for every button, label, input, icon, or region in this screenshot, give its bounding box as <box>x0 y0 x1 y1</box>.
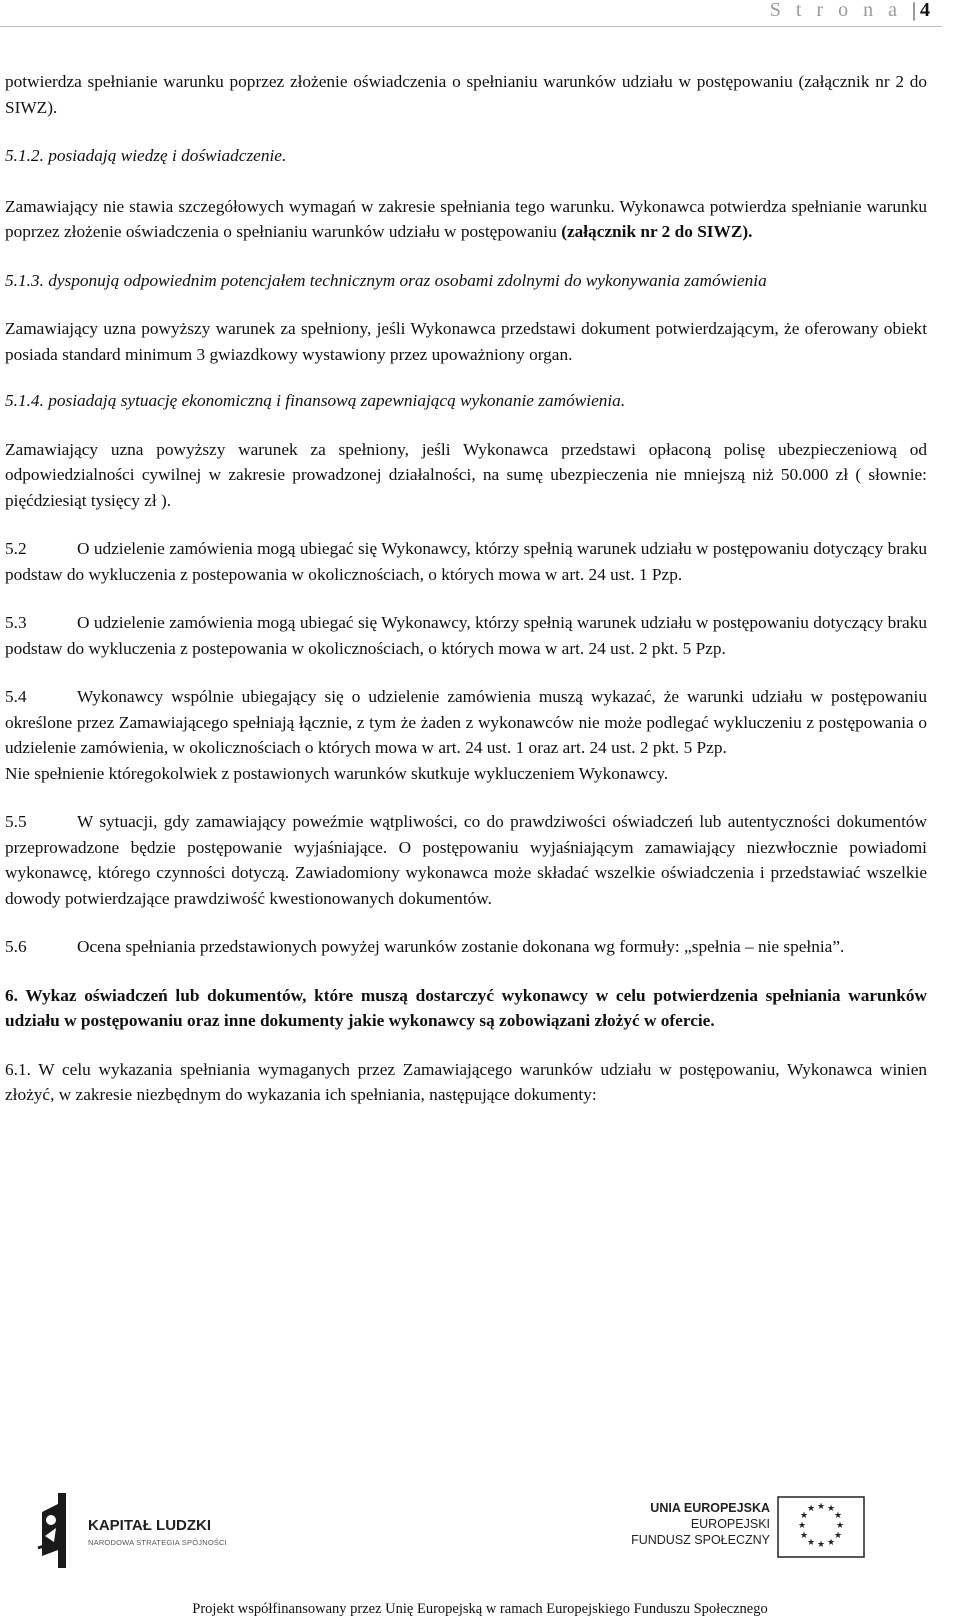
page-number: 4 <box>920 0 930 21</box>
paragraph-5-1-2 <box>5 194 927 245</box>
paragraph-5-1-3: Zamawiający uzna powyższy warunek za spełniony, jeśli Wykonawca przedstawi dokument potwierdzającym, że oferowany obiekt posiada standard minimum 3 gwiazdkowy wystawiony przez upoważniony organ. <box>5 319 927 364</box>
svg-text:★: ★ <box>816 1540 826 1550</box>
page-header <box>0 0 942 27</box>
svg-text:★: ★ <box>799 1511 809 1521</box>
eu-line-3: FUNDUSZ SPOŁECZNY <box>631 1533 770 1547</box>
section-5-5 <box>5 809 927 911</box>
kapital-ludzki-subtitle: NARODOWA STRATEGIA SPÓJNOŚCI <box>88 1538 227 1547</box>
section-text: W sytuacji, gdy zamawiający poweźmie wątpliwości, co do prawdziwości oświadczeń lub autentyczności dokumentów przeprowadzone będzie postępowanie wyjaśniające. O postępowaniu wyjaśniającym zamawiający niezwłocznie powiadomi wykonawcę, którego czynności dotyczą. Zawiadomiony wykonawca może składać wszelkie oświadczenia i przedstawiać wszelkie dowody potwierdzające prawdziwość kwestionowanych dokumentów. <box>5 812 927 908</box>
svg-text:★: ★ <box>826 1538 836 1548</box>
section-number: 5.2 <box>5 539 27 558</box>
section-6-1: 6.1. W celu wykazania spełniania wymaganych przez Zamawiającego warunków udziału w postępowaniu, Wykonawca winien złożyć, w zakresie niezbędnym do wykazania ich spełniania, następujące dokumenty: <box>5 1059 927 1104</box>
svg-text:★: ★ <box>833 1531 843 1541</box>
svg-text:★: ★ <box>833 1511 843 1521</box>
page-number-label <box>770 0 930 22</box>
eu-logo <box>631 1500 940 1585</box>
section-text: O udzielenie zamówienia mogą ubiegać się Wykonawcy, którzy spełnią warunek udziału w postępowaniu dotyczący braku podstaw do wykluczenia z postepowania w okolicznościach, o których mowa w art. 24 ust. 2 pkt. 5 Pzp. <box>5 613 927 658</box>
section-number: 5.3 <box>5 613 27 632</box>
eu-line-2: EUROPEJSKI <box>690 1517 770 1531</box>
heading-section-6: 6. Wykaz oświadczeń lub dokumentów, które muszą dostarczyć wykonawcy w celu potwierdzenia spełniania warunków udziału w postępowaniu oraz inne dokumenty jakie wykonawcy są zobowiązani złożyć w ofercie. <box>5 985 927 1030</box>
heading-5-1-4: 5.1.4. posiadają sytuację ekonomiczną i finansową zapewniającą wykonanie zamówienia. <box>5 391 626 410</box>
section-text: O udzielenie zamówienia mogą ubiegać się Wykonawcy, którzy spełnią warunek udziału w postępowaniu dotyczący braku podstaw do wykluczenia z postepowania w okolicznościach, o których mowa w art. 24 ust. 1 Pzp. <box>5 539 927 584</box>
svg-text:★: ★ <box>826 1504 836 1514</box>
section-5-3 <box>5 610 927 661</box>
page-label: S t r o n a <box>769 0 902 21</box>
section-text: Ocena spełniania przedstawionych powyżej warunków zostanie dokonana wg formuły: „spełnia – nie spełnia”. <box>77 937 845 956</box>
eu-line-1: UNIA EUROPEJSKA <box>650 1501 770 1515</box>
section-number: 5.5 <box>5 812 27 831</box>
section-text: Wykonawcy wspólnie ubiegający się o udzielenie zamówienia muszą wykazać, że warunki udziału w postępowaniu określone przez Zamawiającego spełniają łącznie, z tym że żaden z wykonawców nie może podlegać wykluczeniu z postępowania o udzielenie zamówienia, w okolicznościach o których mowa w art. 24 ust. 1 oraz art. 24 ust. 2 pkt. 5 Pzp. <box>5 687 927 757</box>
section-number: 5.6 <box>5 937 27 956</box>
annex-reference: (załącznik nr 2 do SIWZ). <box>561 222 753 241</box>
paragraph-5-1-2-text: Zamawiający nie stawia szczegółowych wymagań w zakresie spełniania tego warunku. Wykonawca potwierdza spełnianie warunku poprzez złożenie oświadczenia o spełnianiu warunków udziału w postępowaniu <box>5 196 927 241</box>
footer-logos <box>0 1490 960 1590</box>
kapital-ludzki-emblem-icon <box>36 1490 86 1570</box>
svg-text:★: ★ <box>835 1521 845 1531</box>
eu-flag-icon <box>777 1496 865 1558</box>
section-5-4 <box>5 684 927 761</box>
svg-text:★: ★ <box>806 1538 816 1548</box>
svg-text:★: ★ <box>799 1531 809 1541</box>
paragraph-5-1-1-tail: potwierdza spełnianie warunku poprzez złożenie oświadczenia o spełnianiu warunków udziału w postępowaniu (załącznik nr 2 do SIWZ). <box>5 72 927 117</box>
paragraph-5-1-4: Zamawiający uzna powyższy warunek za spełniony, jeśli Wykonawca przedstawi opłaconą polisę ubezpieczeniową od odpowiedzialności cywilnej w zakresie prowadzonej działalności, na sumę ubezpieczenia nie mniejszą niż 50.000 zł ( słownie: pięćdziesiąt tysięcy zł ). <box>5 439 927 510</box>
heading-5-1-3: 5.1.3. dysponują odpowiednim potencjałem technicznym oraz osobami zdolnymi do wykonywania zamówienia <box>5 270 767 290</box>
footer-cofinancing-note: Projekt współfinansowany przez Unię Europejską w ramach Europejskiego Funduszu Społecznego <box>192 1601 768 1617</box>
page-separator: | <box>911 0 916 21</box>
document-body <box>5 69 927 1131</box>
kapital-ludzki-title: KAPITAŁ LUDZKI <box>88 1517 212 1534</box>
svg-text:★: ★ <box>816 1502 826 1512</box>
kapital-ludzki-logo <box>36 1490 256 1575</box>
section-5-2 <box>5 536 927 587</box>
eu-logo-text <box>631 1500 770 1548</box>
svg-text:★: ★ <box>806 1504 816 1514</box>
svg-text:★: ★ <box>797 1521 807 1531</box>
heading-5-1-2: 5.1.2. posiadają wiedzę i doświadczenie. <box>5 146 287 165</box>
section-5-6 <box>5 934 927 960</box>
section-number: 5.4 <box>5 687 27 706</box>
section-5-4-note: Nie spełnienie któregokolwiek z postawionych warunków skutkuje wykluczeniem Wykonawcy. <box>5 763 669 783</box>
